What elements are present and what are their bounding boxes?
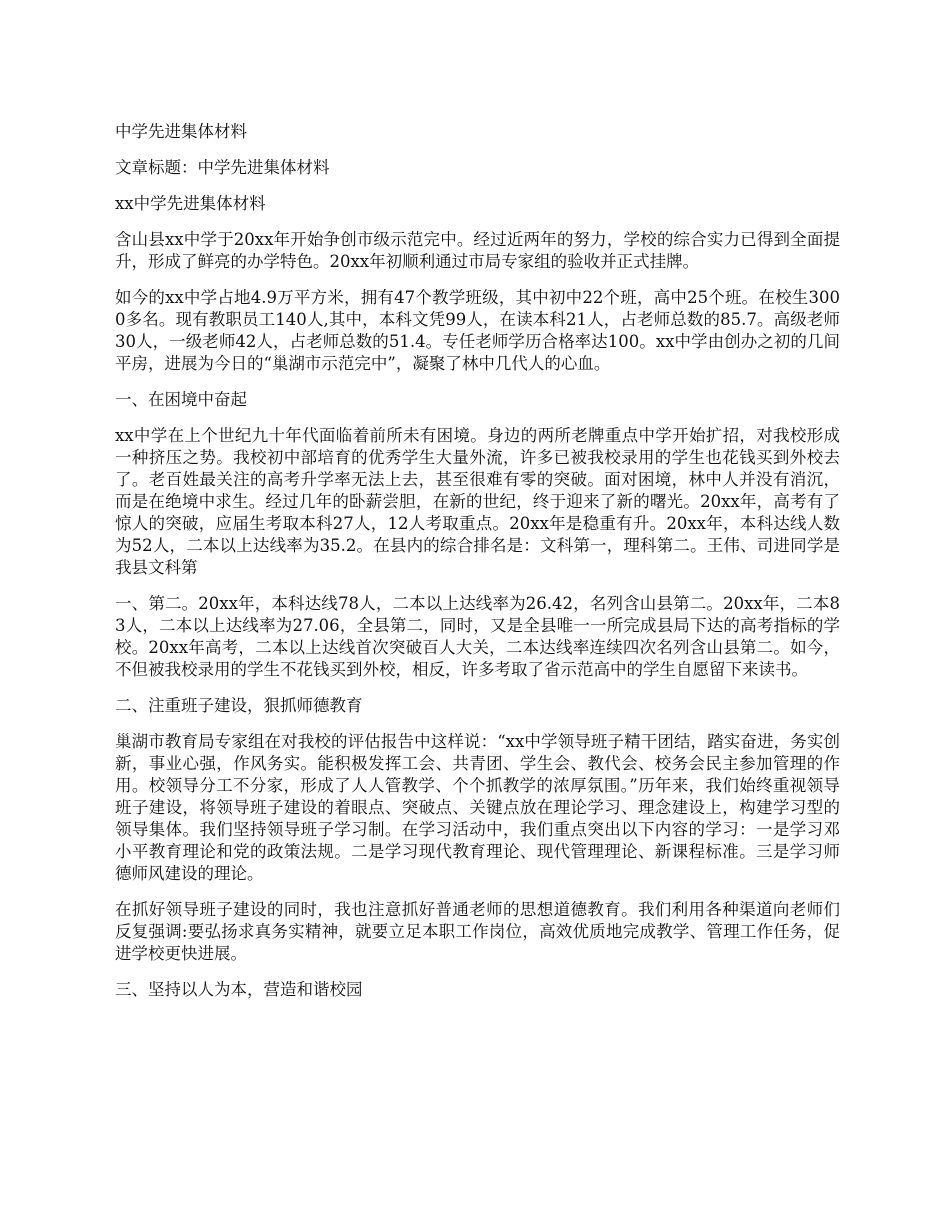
paragraph-adversity: xx中学在上个世纪九十年代面临着前所未有困境。身边的两所老牌重点中学开始扩招，对我校形成一种挤压之势。我校初中部培育的优秀学生大量外流，许多已被我校录用的学生也花钱买到外校去了。老百姓最关注的高考升学率无法上去，甚至很难有零的突破。面对困境，林中人并没有消沉，而是在绝境中求生。经过几年的卧薪尝胆，在新的世纪，终于迎来了新的曙光。20xx年，高考有了惊人的突破，应届生考取本科27人，12人考取重点。20xx年是稳重有升。20xx年，本科达线人数为52人，二本以上达线率为35.2。在县内的综合排名是：文科第一，理科第二。王伟、司进同学是我县文科第 (115, 426, 840, 577)
section-heading-2: 二、注重班子建设，狠抓师德教育 (115, 696, 363, 715)
paragraph-intro: 含山县xx中学于20xx年开始争创市级示范完中。经过近两年的努力，学校的综合实力已得到全面提升，形成了鲜亮的办学特色。20xx年初顺利通过市局专家组的验收并正式挂牌。 (115, 230, 840, 271)
document-page (115, 121, 840, 1015)
article-title-line: 文章标题：中学先进集体材料 (115, 158, 330, 177)
paragraph-school-overview: 如今的xx中学占地4.9万平方米，拥有47个教学班级，其中初中22个班，高中25个班。在校生3000多名。现有教职员工140人,其中，本科文凭99人，在读本科21人，占老师总数的85.7。高级老师30人，一级老师42人，占老师总数的51.4。专任老师学历合格率达100。xx中学由创办之初的几间平房，进展为今日的“巢湖市示范完中”，凝聚了林中几代人的心血。 (115, 288, 840, 373)
section-heading-1: 一、在困境中奋起 (115, 390, 247, 409)
section-heading-3: 三、坚持以人为本，营造和谐校园 (115, 980, 363, 999)
paragraph-exam-results: 一、第二。20xx年，本科达线78人，二本以上达线率为26.42，名列含山县第二。20xx年，二本83人，二本以上达线率为27.06，全县第二，同时，又是全县唯一一所完成县局下达的高考指标的学校。20xx年高考，二本以上达线首次突破百人大关，二本达线率连续四次名列含山县第二。如今，不但被我校录用的学生不花钱买到外校，相反，许多考取了省示范高中的学生自愿留下来读书。 (115, 594, 840, 679)
paragraph-leadership: 巢湖市教育局专家组在对我校的评估报告中这样说：“xx中学领导班子精干团结，踏实奋进，务实创新，事业心强，作风务实。能积极发挥工会、共青团、学生会、教代会、校务会民主参加管理的作用。校领导分工不分家，形成了人人管教学、个个抓教学的浓厚氛围。”历年来，我们始终重视领导班子建设，将领导班子建设的着眼点、突破点、关键点放在理论学习、理念建设上，构建学习型的领导集体。我们坚持领导班子学习制。在学习活动中，我们重点突出以下内容的学习：一是学习邓小平教育理论和党的政策法规。二是学习现代教育理论、现代管理理论、新课程标准。三是学习师德师风建设的理论。 (115, 732, 840, 883)
document-title: 中学先进集体材料 (115, 122, 247, 141)
document-subtitle: xx中学先进集体材料 (115, 194, 266, 213)
paragraph-teacher-ethics: 在抓好领导班子建设的同时，我也注意抓好普通老师的思想道德教育。我们利用各种渠道向老师们反复强调:要弘扬求真务实精神，就要立足本职工作岗位，高效优质地完成教学、管理工作任务，促进学校更快进展。 (115, 900, 840, 963)
